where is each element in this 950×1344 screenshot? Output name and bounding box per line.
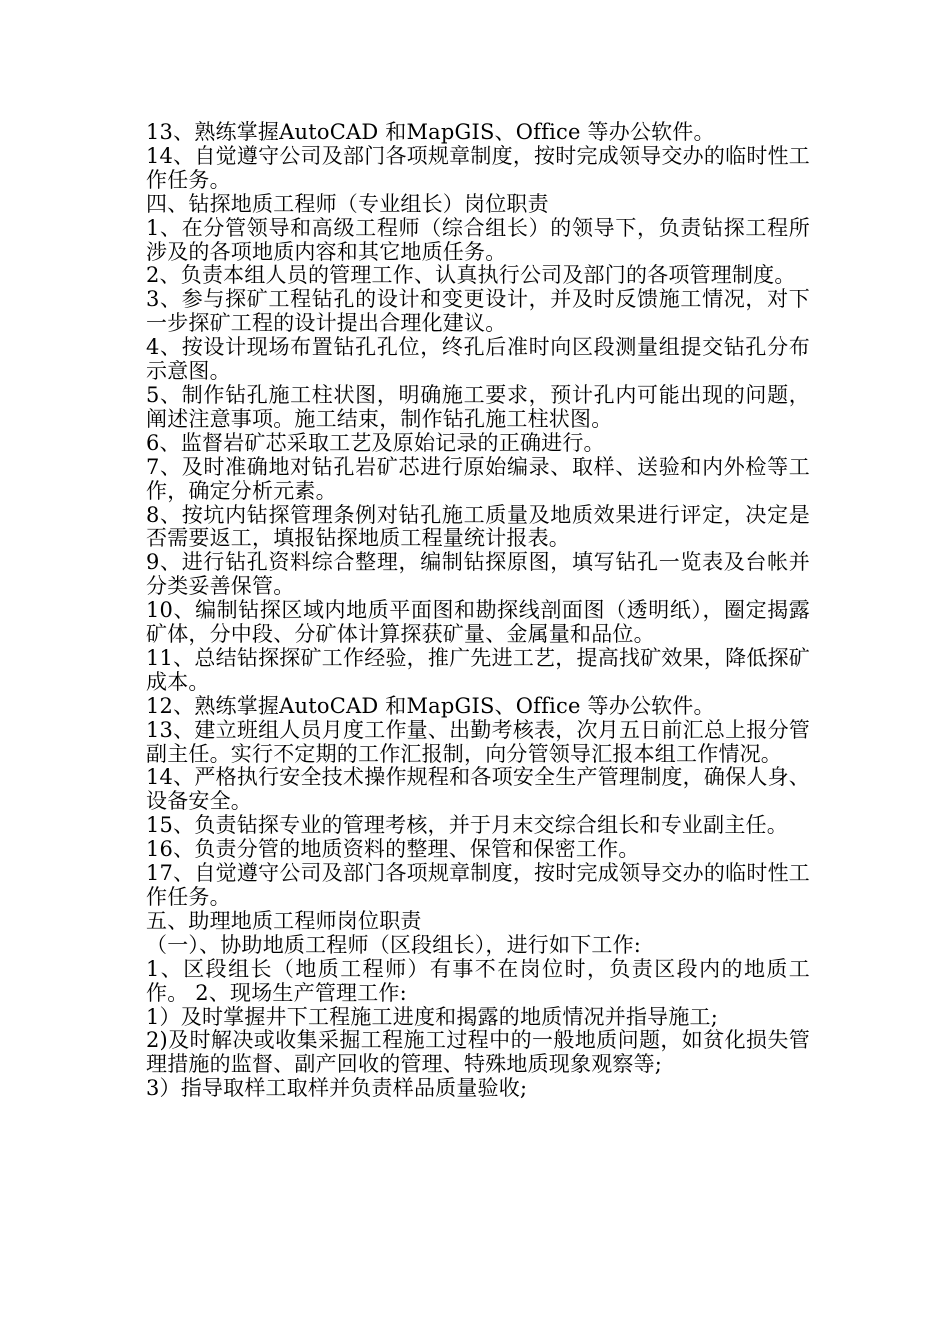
paragraph: 13、建立班组人员月度工作量、出勤考核表，次月五日前汇总上报分管副主任。实行不定期的工作汇报制，向分管领导汇报本组工作情况。 xyxy=(146,717,810,766)
paragraph: 4、按设计现场布置钻孔孔位，终孔后准时向区段测量组提交钻孔分布示意图。 xyxy=(146,335,810,384)
paragraph: 6、监督岩矿芯采取工艺及原始记录的正确进行。 xyxy=(146,430,605,455)
document-body xyxy=(146,121,810,1101)
paragraph: 15、负责钻探专业的管理考核，并于月末交综合组长和专业副主任。 xyxy=(146,813,788,838)
paragraph: 11、总结钻探探矿工作经验，推广先进工艺，提高找矿效果，降低探矿成本。 xyxy=(146,645,810,694)
paragraph: 16、负责分管的地质资料的整理、保管和保密工作。 xyxy=(146,837,640,862)
paragraph: 1、区段组长（地质工程师）有事不在岗位时，负责区段内的地质工作。 2、现场生产管理工作: xyxy=(146,956,810,1005)
paragraph: 3）指导取样工取样并负责样品质量验收; xyxy=(146,1076,528,1101)
paragraph: 2、负责本组人员的管理工作、认真执行公司及部门的各项管理制度。 xyxy=(146,263,796,288)
paragraph: 9、进行钻孔资料综合整理，编制钻探原图，填写钻孔一览表及台帐并分类妥善保管。 xyxy=(146,550,810,599)
paragraph: 1）及时掌握井下工程施工进度和揭露的地质情况并指导施工; xyxy=(146,1004,719,1029)
paragraph: 17、自觉遵守公司及部门各项规章制度，按时完成领导交办的临时性工作任务。 xyxy=(146,861,810,909)
paragraph: 14、自觉遵守公司及部门各项规章制度，按时完成领导交办的临时性工作任务。 xyxy=(146,143,810,192)
paragraph: 5、制作钻孔施工柱状图，明确施工要求，预计孔内可能出现的问题，阐述注意事项。施工结束，制作钻孔施工柱状图。 xyxy=(146,382,810,431)
paragraph: 2)及时解决或收集采掘工程施工过程中的一般地质问题，如贫化损失管理措施的监督、副产回收的管理、特殊地质现象观察等; xyxy=(146,1028,810,1077)
paragraph: 12、熟练掌握AutoCAD 和MapGIS、Office 等办公软件。 xyxy=(146,693,715,718)
paragraph: 1、在分管领导和高级工程师（综合组长）的领导下，负责钻探工程所涉及的各项地质内容和其它地质任务。 xyxy=(146,215,810,264)
section-heading: 五、助理地质工程师岗位职责 xyxy=(146,908,422,933)
paragraph: 10、编制钻探区域内地质平面图和勘探线剖面图（透明纸），圈定揭露矿体，分中段、分矿体计算探获矿量、金属量和品位。 xyxy=(146,598,810,647)
paragraph: 7、及时准确地对钻孔岩矿芯进行原始编录、取样、送验和内外检等工作，确定分析元素。 xyxy=(146,454,810,503)
section-heading: 四、钻探地质工程师（专业组长）岗位职责 xyxy=(146,191,549,216)
paragraph: 3、参与探矿工程钻孔的设计和变更设计，并及时反馈施工情况，对下一步探矿工程的设计提出合理化建议。 xyxy=(146,287,810,336)
subsection-heading: （一）、协助地质工程师（区段组长），进行如下工作: xyxy=(146,932,642,957)
paragraph: 13、熟练掌握AutoCAD 和MapGIS、Office 等办公软件。 xyxy=(146,120,715,144)
paragraph: 14、严格执行安全技术操作规程和各项安全生产管理制度，确保人身、设备安全。 xyxy=(146,765,810,814)
paragraph: 8、按坑内钻探管理条例对钻孔施工质量及地质效果进行评定，决定是否需要返工，填报钻探地质工程量统计报表。 xyxy=(146,502,810,551)
